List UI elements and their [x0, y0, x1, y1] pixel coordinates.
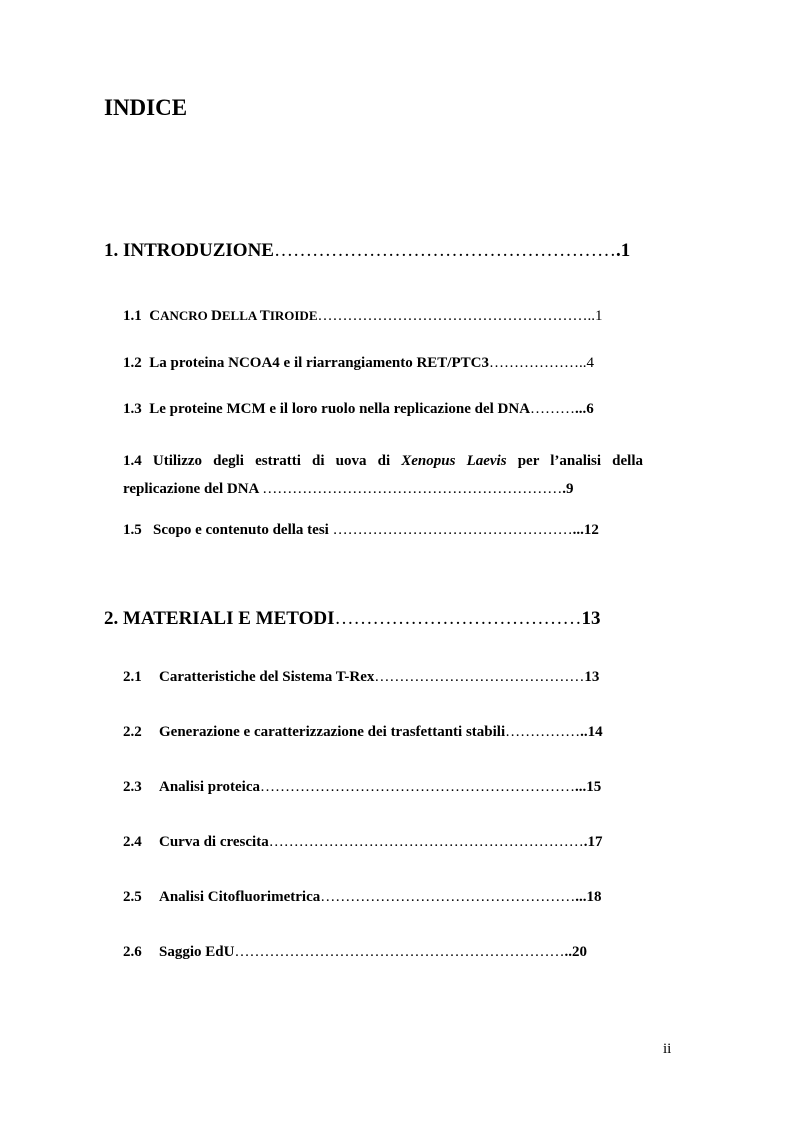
section-label: Caratteristiche del Sistema T-Rex [159, 669, 375, 685]
section-label: Curva di crescita [159, 834, 269, 850]
section-number: 2.2 [123, 724, 142, 740]
chapter-label: 2. MATERIALI E METODI [104, 608, 335, 629]
page-ref: .9 [562, 481, 574, 497]
dot-leader: ………………………………… [334, 608, 582, 629]
toc-section-1-1[interactable] [123, 308, 603, 325]
section-line-2: replicazione del DNA …………………………………………………….9 [123, 481, 574, 497]
page-ref: ..1 [587, 308, 603, 324]
section-number: 1.1 [123, 308, 142, 324]
toc-section-2-3[interactable] [123, 779, 601, 796]
dot-leader: …………………………………………… [320, 889, 576, 905]
section-number: 1.2 [123, 355, 142, 371]
page-ref: ..14 [580, 724, 603, 740]
page-ref: ...18 [575, 889, 602, 905]
page-number: ii [663, 1041, 672, 1057]
section-number: 2.6 [123, 944, 142, 960]
dot-leader: …………… [505, 724, 581, 740]
dot-leader: ……………………………………………………… [259, 779, 575, 795]
dot-leader: ……………… [488, 355, 579, 371]
toc-chapter-2[interactable] [104, 608, 601, 630]
section-number: 2.3 [123, 779, 142, 795]
italic-term: Xenopus Laevis [401, 453, 507, 469]
page-ref: ..20 [564, 944, 587, 960]
dot-leader: ………………………………………………………… [234, 944, 565, 960]
section-label: CANCRO DELLA TIROIDE [149, 308, 318, 324]
page-ref: 13 [584, 669, 600, 685]
section-number: 2.1 [123, 669, 142, 685]
section-line-1: 1.4 Utilizzo degli estratti di uova di Xenopus Laevis per l’analisi della [123, 453, 643, 469]
toc-chapter-1[interactable] [104, 240, 630, 262]
toc-section-1-5[interactable] [123, 522, 599, 539]
section-label: Analisi proteica [159, 779, 260, 795]
chapter-label: 1. INTRODUZIONE [104, 240, 274, 261]
page-ref: 13 [581, 608, 601, 629]
dot-leader: ……………………………………………………… [268, 834, 584, 850]
toc-section-1-4[interactable] [123, 447, 643, 503]
section-label: Analisi Citofluorimetrica [159, 889, 321, 905]
toc-section-2-4[interactable] [123, 834, 602, 851]
toc-section-2-2[interactable] [123, 724, 603, 741]
section-label: Saggio EdU [159, 944, 235, 960]
section-label: Scopo e contenuto della tesi [153, 522, 329, 538]
dot-leader: ……………………………………………… [273, 240, 616, 261]
dot-leader: …………………………………………………… [262, 481, 563, 497]
toc-section-2-5[interactable] [123, 889, 601, 906]
section-number: 1.4 [123, 453, 142, 469]
dot-leader: …………………………………… [374, 669, 585, 685]
toc-section-1-2[interactable] [123, 355, 594, 372]
page-ref: .1 [615, 240, 631, 261]
dot-leader: ……………………………………………… [317, 308, 588, 324]
section-label: La proteina NCOA4 e il riarrangiamento RET/PTC3 [149, 355, 489, 371]
page-ref: .17 [583, 834, 603, 850]
section-number: 1.5 [123, 522, 142, 538]
section-number: 1.3 [123, 401, 142, 417]
page-ref: ...12 [572, 522, 599, 538]
page-title: INDICE [104, 95, 188, 120]
toc-section-2-6[interactable] [123, 944, 587, 961]
page-ref: ..4 [578, 355, 594, 371]
page-ref: ...6 [575, 401, 594, 417]
section-label: Le proteine MCM e il loro ruolo nella replicazione del DNA [149, 401, 531, 417]
toc-section-2-1[interactable] [123, 669, 599, 686]
section-number: 2.4 [123, 834, 142, 850]
section-label: Generazione e caratterizzazione dei trasfettanti stabili [159, 724, 506, 740]
toc-section-1-3[interactable] [123, 401, 594, 418]
section-number: 2.5 [123, 889, 142, 905]
dot-leader: ……… [530, 401, 576, 417]
page-ref: ...15 [574, 779, 602, 795]
dot-leader: ………………………………………… [332, 522, 573, 538]
